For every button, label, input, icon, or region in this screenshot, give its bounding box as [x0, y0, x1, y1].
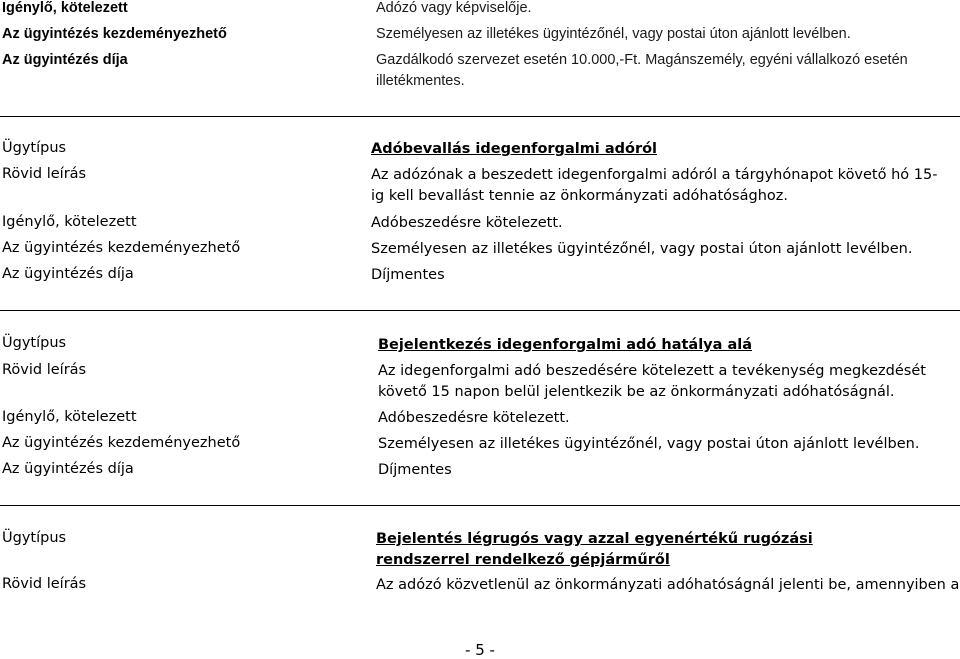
row-label: Ügytípus — [2, 140, 67, 156]
page-number: - 5 - — [465, 641, 495, 659]
row-value: Személyesen az illetékes ügyintézőnél, vagy postai úton ajánlott levélben. — [378, 436, 920, 452]
row-value: Személyesen az illetékes ügyintézőnél, vagy postai úton ajánlott levélben. — [376, 26, 851, 42]
row-value: Díjmentes — [378, 462, 452, 478]
row-value: Az adózónak a beszedett idegenforgalmi adóról a tárgyhónapot követő hó 15-ig kell bevallást tennie az önkormányzati adóhatósághoz. — [371, 167, 938, 204]
row-value: Díjmentes — [371, 267, 445, 283]
divider — [0, 505, 960, 506]
row-label: Ügytípus — [2, 335, 67, 351]
row-value: Az idegenforgalmi adó beszedésére kötelezett a tevékenység megkezdését követő 15 napon belül jelentkezik be az önkormányzati adóhatóságnál. — [378, 363, 926, 400]
case-title: Bejelentkezés idegenforgalmi adó hatálya alá — [378, 337, 752, 353]
row-label: Ügytípus — [2, 530, 67, 546]
row-value: Személyesen az illetékes ügyintézőnél, vagy postai úton ajánlott levélben. — [371, 241, 913, 257]
case-title: Adóbevallás idegenforgalmi adóról — [371, 141, 658, 157]
case-title: Bejelentés légrugós vagy azzal egyenértékű rugózási rendszerrel rendelkező gépjárműről — [376, 531, 813, 568]
divider — [0, 116, 960, 117]
row-value: Adóbeszedésre kötelezett. — [378, 410, 570, 426]
row-value: Adózó vagy képviselője. — [376, 0, 532, 16]
row-label: Rövid leírás — [2, 576, 87, 592]
row-label: Igénylő, kötelezett — [2, 409, 137, 425]
row-label: Az ügyintézés díja — [2, 52, 128, 68]
row-value: Az adózó közvetlenül az önkormányzati adóhatóságnál jelenti be, amennyiben a — [376, 577, 960, 593]
divider — [0, 310, 960, 311]
row-label: Rövid leírás — [2, 362, 87, 378]
row-label: Rövid leírás — [2, 166, 87, 182]
row-label: Az ügyintézés kezdeményezhető — [2, 240, 241, 256]
row-label: Az ügyintézés díja — [2, 266, 134, 282]
row-label: Az ügyintézés kezdeményezhető — [2, 435, 241, 451]
row-value: Adóbeszedésre kötelezett. — [371, 215, 563, 231]
row-label: Az ügyintézés kezdeményezhető — [2, 26, 227, 42]
row-label: Igénylő, kötelezett — [2, 214, 137, 230]
row-label: Az ügyintézés díja — [2, 461, 134, 477]
row-label: Igénylő, kötelezett — [2, 0, 128, 16]
row-value: Gazdálkodó szervezet esetén 10.000,-Ft. Magánszemély, egyéni vállalkozó esetén illetékmentes. — [376, 52, 908, 89]
